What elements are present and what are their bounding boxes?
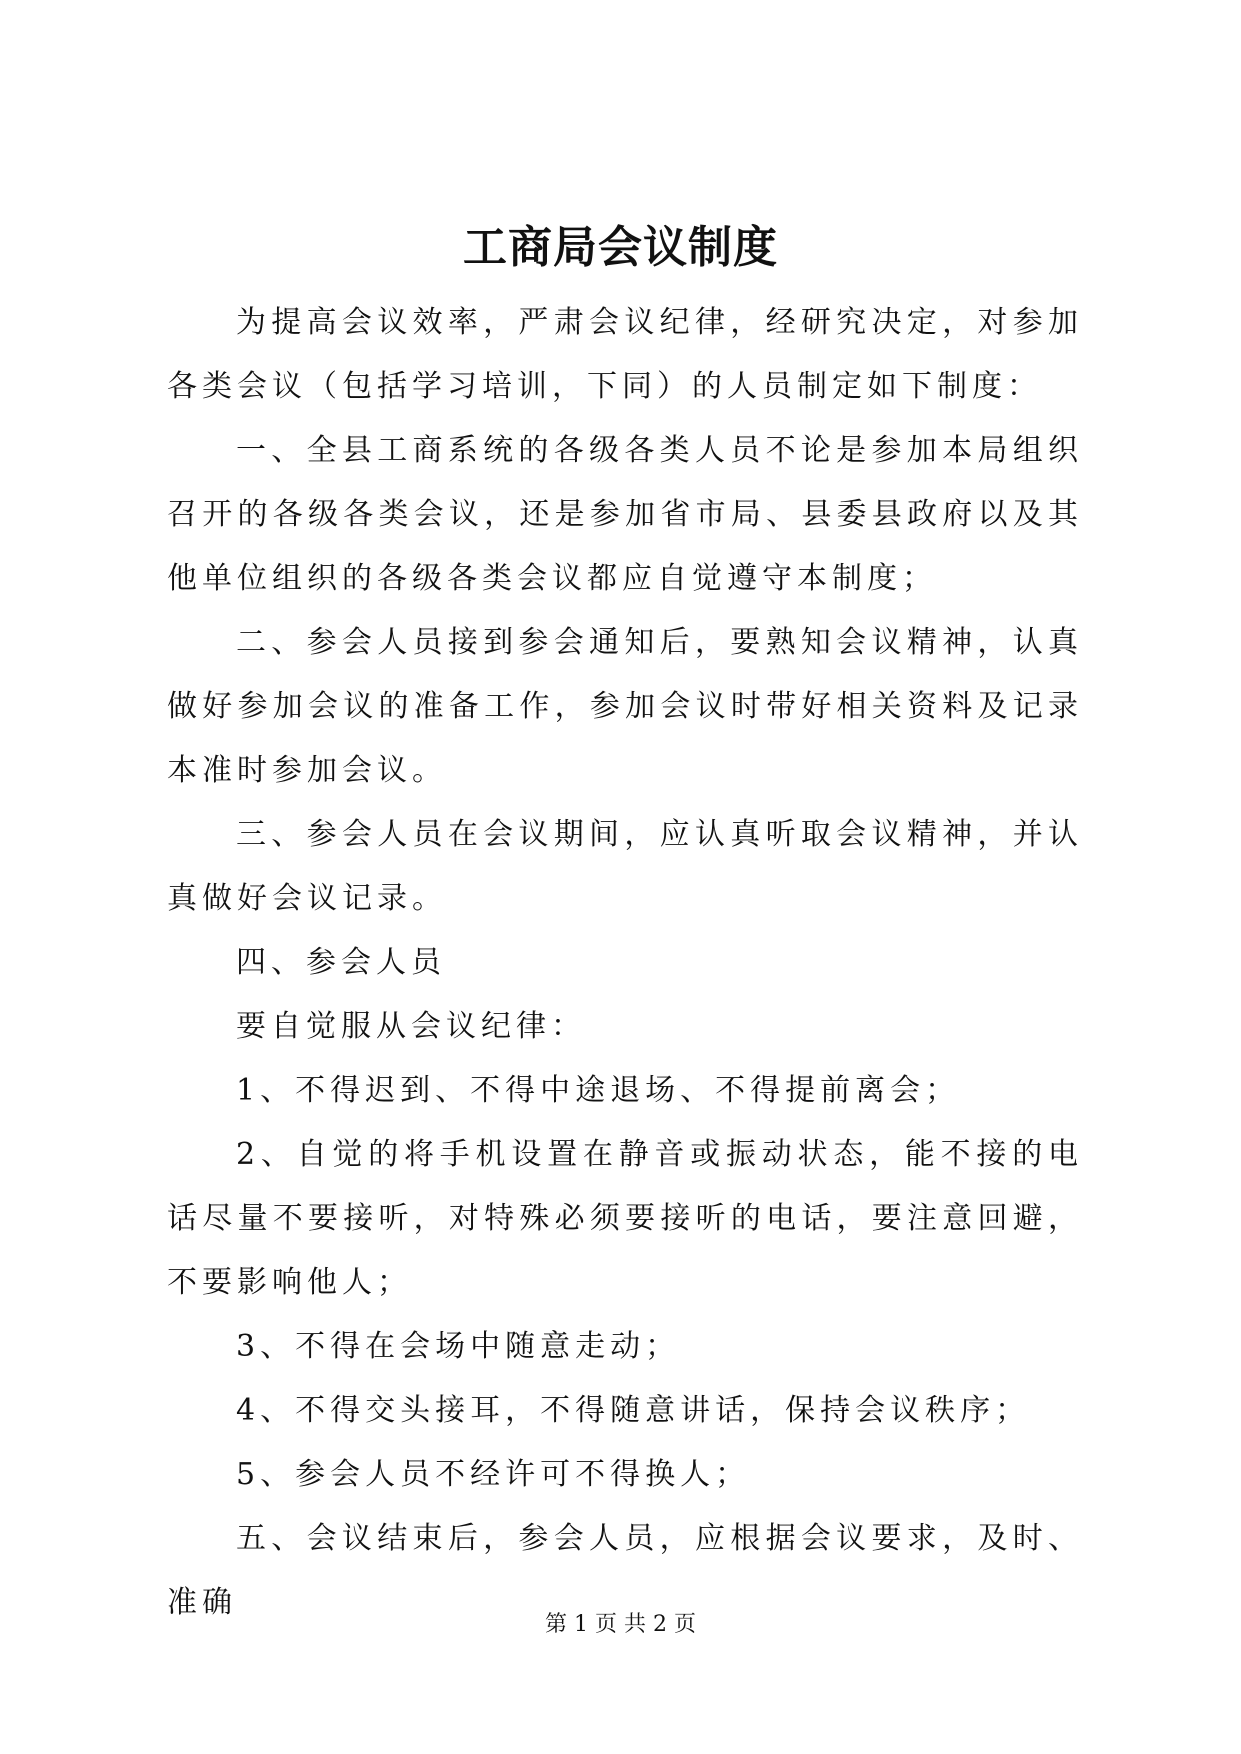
document-body bbox=[167, 291, 1083, 1635]
paragraph-section-3: 三、参会人员在会议期间，应认真听取会议精神，并认真做好会议记录。 bbox=[167, 817, 1083, 916]
paragraph-rule-4: 4、不得交头接耳，不得随意讲话，保持会议秩序； bbox=[236, 1393, 1031, 1428]
paragraph-section-2: 二、参会人员接到参会通知后，要熟知会议精神，认真做好参加会议的准备工作，参加会议时带好相关资料及记录本准时参加会议。 bbox=[167, 625, 1083, 788]
paragraph-rule-5: 5、参会人员不经许可不得换人； bbox=[236, 1457, 751, 1492]
paragraph-discipline-intro: 要自觉服从会议纪律： bbox=[236, 1009, 586, 1044]
paragraph-rule-2: 2、自觉的将手机设置在静音或振动状态，能不接的电话尽量不要接听，对特殊必须要接听的电话，要注意回避，不要影响他人； bbox=[167, 1137, 1083, 1300]
paragraph-intro: 为提高会议效率，严肃会议纪律，经研究决定，对参加各类会议（包括学习培训，下同）的人员制定如下制度： bbox=[167, 305, 1083, 404]
paragraph-section-4: 四、参会人员 bbox=[236, 945, 446, 980]
paragraph-section-5: 五、会议结束后，参会人员，应根据会议要求，及时、准确 bbox=[167, 1521, 1083, 1620]
paragraph-rule-1: 1、不得迟到、不得中途退场、不得提前离会； bbox=[236, 1073, 961, 1108]
document-title: 工商局会议制度 bbox=[463, 222, 778, 273]
paragraph-rule-3: 3、不得在会场中随意走动； bbox=[236, 1329, 681, 1364]
page-footer: 第 1 页 共 2 页 bbox=[545, 1612, 696, 1637]
paragraph-section-1: 一、全县工商系统的各级各类人员不论是参加本局组织召开的各级各类会议，还是参加省市局、县委县政府以及其他单位组织的各级各类会议都应自觉遵守本制度； bbox=[167, 433, 1083, 596]
